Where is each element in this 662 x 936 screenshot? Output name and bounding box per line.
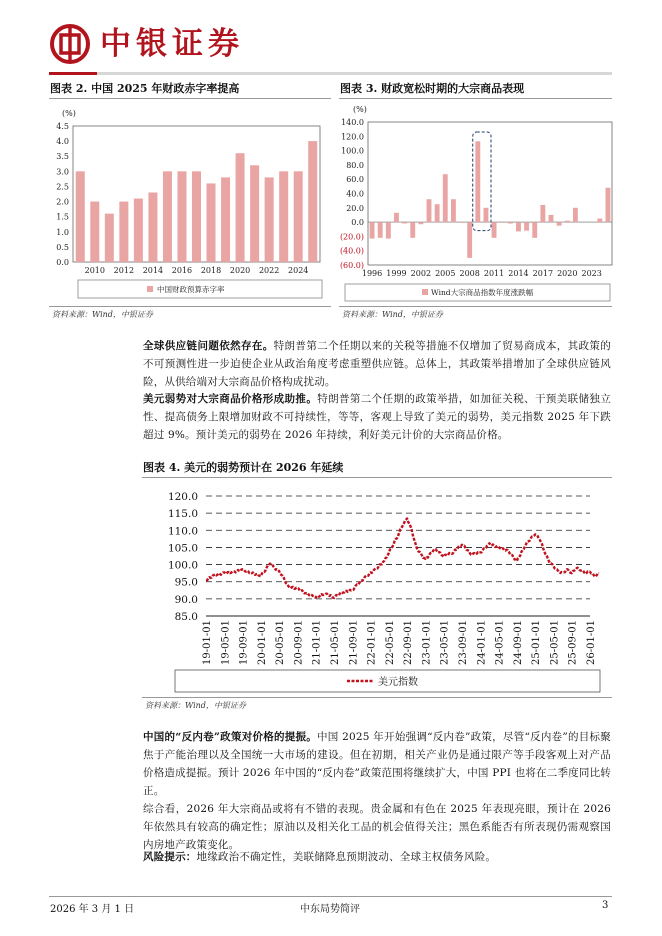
figure3-bar [418,222,423,224]
figure2-legend-swatch [147,286,153,292]
figure2-xtick-label: 2016 [171,266,193,275]
figure4-xtick-label: 25-01-01 [531,620,543,665]
paragraph-supply-chain: 全球供应链问题依然存在。特朗普第二个任期以来的关税等措施不仅增加了贸易商成本，其政策的不可预测性进一步迫使企业从政治角度考虑重塑供应链。总体上，其政策举措增加了全球供应链风险，从供给端对大宗商品价格构成扰动。 [143,340,611,388]
figure3-title: 图表 3. 财政宽松时期的大宗商品表现 [340,82,525,95]
figure2-bar [207,183,216,262]
figure2-ytick-label: 2.5 [56,182,69,192]
figure3-legend-swatch [422,289,428,295]
figure2-ytick-label: 0.0 [56,258,69,267]
figure2-ylabel: (%) [62,109,76,118]
figure4-xtick-label: 21-09-01 [348,620,360,665]
figure4-xtick-label: 22-05-01 [384,620,396,665]
figure3-bar [573,208,578,222]
figure2-ytick-label: 4.0 [56,137,69,147]
figure3-xtick-label: 2002 [410,269,432,278]
figure3-ytick-label: (60.0) [339,261,364,270]
figure2-bar [119,202,128,262]
figure3-xtick-label: 2011 [483,269,505,278]
figure2-xtick-label: 2020 [229,266,251,275]
figure2-bar [279,171,288,262]
figure3-bar [500,222,505,223]
figure2-bar [236,153,245,262]
figure3-bar [427,199,432,222]
figure3-bar [378,222,383,238]
figure3-xtick-label: 1996 [361,269,383,278]
figure4-rule [142,477,612,478]
figure3-bar [565,221,570,222]
figure3-xtick-label: 2014 [508,269,529,278]
figure4-legend-label: 美元指数 [378,677,418,688]
figure2-chart [40,100,335,305]
figure2-bar [250,165,259,262]
figure2-bar [90,202,99,262]
figure3-bar [435,204,440,222]
figure2-xtick-label: 2024 [288,266,309,275]
figure4-xtick-label: 20-09-01 [293,620,305,665]
figure4-xtick-label: 25-05-01 [549,620,561,665]
figure2-ytick-label: 1.5 [56,212,69,222]
figure3-bar [492,222,497,238]
figure4-xtick-label: 21-05-01 [330,620,341,665]
figure3-xtick-label: 2023 [581,269,602,278]
figure2-xtick-label: 2022 [258,266,280,275]
figure3-bar [605,188,610,222]
figure3-bar [394,213,399,222]
figure2-ytick-label: 1.0 [56,227,69,237]
figure3-bar [597,219,602,223]
figure2-source: 资料来源：Wind，中银证券 [52,310,153,319]
figure2-bottom-rule [49,306,331,307]
header-rule [97,72,612,75]
figure4-xtick-label: 20-05-01 [275,620,287,665]
figure4-ytick-label: 100.0 [167,559,198,572]
figure2-ytick-label: 3.0 [56,167,69,177]
figure3-bar [508,222,513,223]
figure4-ytick-label: 120.0 [167,491,198,503]
figure3-bar [386,222,391,238]
figure3-xtick-label: 1999 [386,269,407,278]
figure3-bar [540,205,545,222]
figure3-bar [402,222,407,223]
figure3-xtick-label: 2020 [557,269,578,278]
footer-page-number: 3 [602,900,609,911]
figure3-bar [410,222,415,238]
figure4-xtick-label: 26-01-01 [586,620,597,665]
figure3-plot-frame [368,122,612,265]
figure3-bar [532,222,537,238]
figure2-bar [163,171,172,262]
figure3-ytick-label: 0.0 [351,218,364,228]
figure2-bar [177,171,186,262]
figure2-ytick-label: 4.5 [56,122,69,131]
bank-logo-icon [50,24,90,64]
figure2-bar [192,171,201,262]
figure3-ytick-label: (40.0) [339,246,364,256]
figure2-bar [221,177,230,262]
figure3-rule [339,98,612,99]
figure4-ytick-label: 110.0 [167,525,198,538]
figure2-xtick-label: 2014 [142,266,164,275]
figure2-bar [148,192,157,262]
figure3-ytick-label: 40.0 [346,189,364,199]
figure2-legend-label: 中国财政预算赤字率 [157,285,225,294]
figure4-ytick-label: 85.0 [174,611,198,623]
figure4-xtick-label: 21-01-01 [311,620,323,665]
header-rule-accent [49,72,97,75]
figure4-xtick-label: 19-09-01 [238,620,250,665]
footer-rule [49,896,612,897]
figure4-title: 图表 4. 美元的弱势预计在 2026 年延续 [143,461,344,474]
figure4-ytick-label: 105.0 [167,542,198,555]
figure3-ytick-label: 80.0 [346,160,364,170]
figure3-xtick-label: 2008 [459,269,480,278]
figure4-xtick-label: 19-05-01 [220,620,232,665]
figure3-ytick-label: 120.0 [341,132,364,142]
figure3-ytick-label: (20.0) [339,232,364,242]
figure4-source: 资料来源：Wind，中银证券 [145,701,246,710]
figure3-legend-label: Wind大宗商品指数年度涨跌幅 [431,288,534,297]
figure4-xtick-label: 19-01-01 [202,620,213,665]
figure3-xtick-label: 2017 [532,269,554,278]
figure2-bar [134,199,143,262]
figure4-bottom-rule [142,697,612,698]
figure4-xtick-label: 24-01-01 [476,620,488,665]
figure2-ytick-label: 3.5 [56,152,69,162]
figure4-xtick-label: 22-01-01 [366,620,378,665]
figure4-xtick-label: 22-09-01 [403,620,415,665]
figure2-xtick-label: 2018 [200,266,222,275]
footer-date: 2026 年 3 月 1 日 [50,904,135,915]
figure2-bar [105,214,114,262]
figure3-bar [524,222,529,231]
figure2-ytick-label: 0.5 [56,242,69,252]
figure3-ytick-label: 60.0 [346,175,364,185]
figure2-xtick-label: 2012 [113,266,135,275]
figure2-bar [76,171,85,262]
figure3-ytick-label: 140.0 [341,118,364,127]
figure4-chart [142,480,612,695]
figure3-bar [467,222,472,258]
figure3-bar [459,222,464,223]
figure2-bar [308,141,317,262]
figure3-ytick-label: 20.0 [346,203,364,213]
figure2-bar [265,177,274,262]
figure3-bar [483,208,488,222]
figure3-bar [451,199,456,222]
figure2-title: 图表 2. 中国 2025 年财政赤字率提高 [50,82,240,95]
figure4-xtick-label: 24-05-01 [494,620,506,665]
paragraph-risk: 风险提示：地缘政治不确定性，美联储降息预期波动、全球主权债务风险。 [143,851,497,863]
figure3-ylabel: (%) [353,105,367,114]
figure3-bar [475,141,480,222]
figure4-xtick-label: 24-09-01 [512,620,524,665]
figure2-rule [49,98,331,99]
figure4-xtick-label: 23-09-01 [458,620,469,665]
figure3-chart [325,100,620,305]
figure3-ytick-label: 100.0 [341,146,364,156]
figure2-bar [294,171,303,262]
brand-name: 中银证券 [100,26,244,62]
paragraph-summary: 综合看，2026 年大宗商品或将有不错的表现。贵金属和有色在 2025 年表现亮眼，预计在 2026 年依然具有较高的确定性；原油以及相关化工品的机会值得关注；黑色系能否有所表现仍需观察国内房地产政策变化。 [143,803,611,851]
figure4-xtick-label: 20-01-01 [256,620,268,665]
paragraph-dollar-weakness: 美元弱势对大宗商品价格形成助推。特朗普第二个任期的政策举措，如加征关税、干预美联储独立性、提高债务上限增加财政不可持续性，等等，客观上导致了美元的弱势，美元指数 2025 年下跌超过 9%。预计美元的弱势在 2026 年持续，利好美元计价的大宗商品价格。 [143,393,612,441]
figure3-xtick-label: 2005 [435,269,456,278]
figure4-xtick-label: 23-01-01 [421,620,433,665]
figure2-ytick-label: 2.0 [56,197,69,207]
figure4-xtick-label: 25-09-01 [567,620,579,665]
figure4-xtick-label: 23-05-01 [439,620,451,665]
figure4-ytick-label: 95.0 [174,576,198,589]
figure3-bar [516,222,521,231]
figure3-bar [370,222,375,238]
paragraph-anti-involution: 中国的“反内卷”政策对价格的提振。中国 2025 年开始强调“反内卷”政策，尽管“反内卷”的目标聚焦于产能治理以及全国统一大市场的建设。但在初期，相关产业仍是通过限产等手段客观上对产品价格造成提振。预计 2026 年中国的“反内卷”政策范围将继续扩大，中国 PPI 也将在二季度同比转正。 [143,731,611,797]
figure3-bar [549,215,554,222]
figure3-bar [557,222,562,226]
footer-doc-name: 中东局势简评 [300,904,360,915]
figure3-source: 资料来源：Wind，中银证券 [342,310,443,319]
figure3-bar [443,174,448,222]
figure3-bottom-rule [339,306,612,307]
figure4-ytick-label: 90.0 [174,593,198,606]
figure4-ytick-label: 115.0 [167,508,198,521]
figure2-xtick-label: 2010 [84,266,105,275]
